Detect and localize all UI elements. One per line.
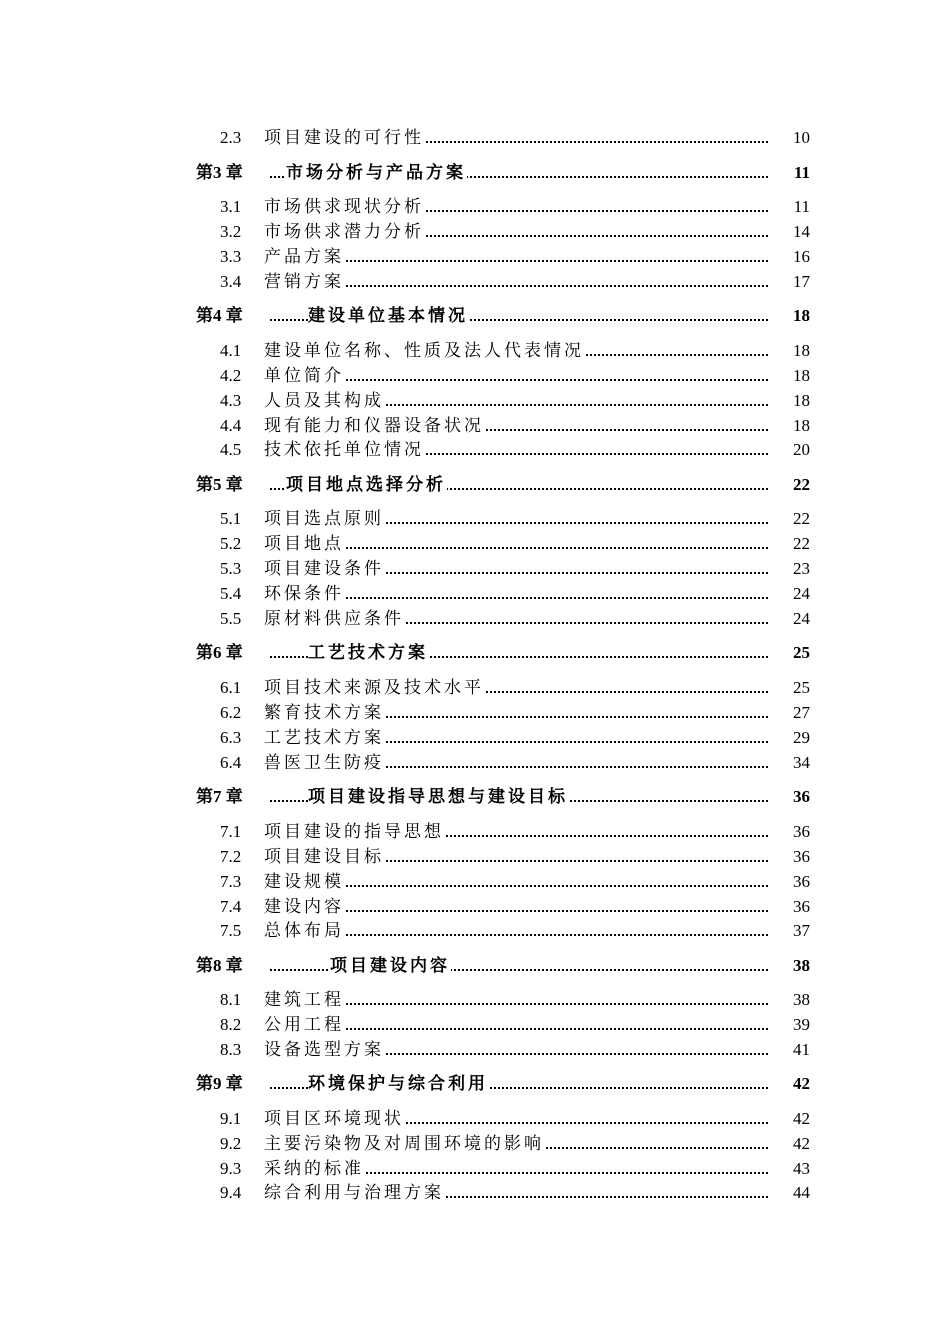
toc-section-entry[interactable] <box>0 195 950 219</box>
toc-section-entry[interactable] <box>0 870 950 894</box>
toc-entry-title: 总体布局 <box>264 919 345 943</box>
toc-section-entry[interactable] <box>0 1013 950 1037</box>
toc-section-entry[interactable] <box>0 1132 950 1156</box>
toc-entry-number: 6.3 <box>220 728 242 747</box>
toc-entry-title: 设备选型方案 <box>264 1038 385 1062</box>
toc-page-number: 18 <box>770 414 810 438</box>
toc-page-number: 18 <box>770 364 810 388</box>
toc-entry-title: 项目建设的可行性 <box>264 126 425 150</box>
toc-entry-number: 第9 章 <box>196 1074 243 1093</box>
toc-section-entry[interactable] <box>0 270 950 294</box>
toc-entry-number: 第4 章 <box>196 306 243 325</box>
toc-page-number: 17 <box>770 270 810 294</box>
toc-page-number: 25 <box>770 676 810 700</box>
toc-page-number: 11 <box>770 161 810 185</box>
toc-entry-title: 项目建设指导思想与建设目标 <box>308 785 569 809</box>
toc-entry-title: 项目建设条件 <box>264 557 385 581</box>
toc-page-number: 14 <box>770 220 810 244</box>
toc-entry-number: 3.2 <box>220 222 242 241</box>
toc-entry-number: 5.2 <box>220 534 242 553</box>
toc-entry-number: 7.1 <box>220 822 242 841</box>
toc-section-entry[interactable] <box>0 676 950 700</box>
toc-entry-number: 7.4 <box>220 897 242 916</box>
toc-section-entry[interactable] <box>0 507 950 531</box>
toc-entry-number: 4.3 <box>220 391 242 410</box>
toc-entry-number: 8.3 <box>220 1040 242 1059</box>
toc-section-entry[interactable] <box>0 364 950 388</box>
toc-entry-title: 市场供求现状分析 <box>264 195 425 219</box>
toc-section-entry[interactable] <box>0 245 950 269</box>
toc-section-entry[interactable] <box>0 607 950 631</box>
toc-section-entry[interactable] <box>0 438 950 462</box>
toc-page-number: 37 <box>770 919 810 943</box>
toc-entry-title: 建筑工程 <box>264 988 345 1012</box>
toc-section-entry[interactable] <box>0 820 950 844</box>
toc-entry-title: 环保条件 <box>264 582 345 606</box>
toc-entry-title: 公用工程 <box>264 1013 345 1037</box>
toc-section-entry[interactable] <box>0 845 950 869</box>
toc-entry-number: 4.1 <box>220 341 242 360</box>
toc-entry-number: 5.3 <box>220 559 242 578</box>
toc-entry-number: 4.5 <box>220 440 242 459</box>
toc-entry-number: 7.2 <box>220 847 242 866</box>
toc-entry-title: 工艺技术方案 <box>308 641 429 665</box>
toc-entry-number: 9.2 <box>220 1134 242 1153</box>
toc-page-number: 38 <box>770 988 810 1012</box>
toc-entry-title: 采纳的标准 <box>264 1157 365 1181</box>
toc-entry-number: 4.2 <box>220 366 242 385</box>
toc-chapter-entry[interactable] <box>0 785 950 809</box>
toc-entry-title: 项目地点选择分析 <box>286 473 447 497</box>
toc-entry-number: 3.1 <box>220 197 242 216</box>
toc-entry-number: 5.5 <box>220 609 242 628</box>
toc-entry-number: 7.5 <box>220 921 242 940</box>
toc-chapter-entry[interactable] <box>0 641 950 665</box>
toc-section-entry[interactable] <box>0 1181 950 1205</box>
toc-section-entry[interactable] <box>0 582 950 606</box>
toc-entry-number: 第3 章 <box>196 163 243 182</box>
toc-entry-title: 环境保护与综合利用 <box>308 1072 489 1096</box>
toc-entry-title: 技术依托单位情况 <box>264 438 425 462</box>
toc-entry-number: 8.1 <box>220 990 242 1009</box>
toc-section-entry[interactable] <box>0 726 950 750</box>
toc-section-entry[interactable] <box>0 1157 950 1181</box>
toc-page-number: 42 <box>770 1132 810 1156</box>
toc-entry-title: 项目地点 <box>264 532 345 556</box>
toc-entry-title: 现有能力和仪器设备状况 <box>264 414 485 438</box>
toc-page-number: 36 <box>770 895 810 919</box>
toc-entry-number: 5.4 <box>220 584 242 603</box>
toc-section-entry[interactable] <box>0 895 950 919</box>
toc-entry-title: 建设规模 <box>264 870 345 894</box>
toc-entry-number: 9.1 <box>220 1109 242 1128</box>
toc-page-number: 41 <box>770 1038 810 1062</box>
toc-chapter-entry[interactable] <box>0 954 950 978</box>
toc-page-number: 20 <box>770 438 810 462</box>
toc-page-number: 36 <box>770 870 810 894</box>
toc-entry-title: 项目建设内容 <box>330 954 451 978</box>
toc-section-entry[interactable] <box>0 414 950 438</box>
toc-entry-title: 主要污染物及对周围环境的影响 <box>264 1132 545 1156</box>
toc-entry-number: 9.4 <box>220 1183 242 1202</box>
toc-entry-number: 5.1 <box>220 509 242 528</box>
toc-page-number: 42 <box>770 1107 810 1131</box>
toc-section-entry[interactable] <box>0 126 950 150</box>
toc-entry-number: 2.3 <box>220 128 242 147</box>
toc-entry-number: 第6 章 <box>196 643 243 662</box>
toc-section-entry[interactable] <box>0 339 950 363</box>
toc-entry-number: 6.4 <box>220 753 242 772</box>
toc-page-number: 18 <box>770 339 810 363</box>
toc-entry-title: 繁育技术方案 <box>264 701 385 725</box>
toc-section-entry[interactable] <box>0 1038 950 1062</box>
toc-page-number: 44 <box>770 1181 810 1205</box>
toc-page-number: 22 <box>770 532 810 556</box>
toc-page-number: 39 <box>770 1013 810 1037</box>
toc-entry-title: 项目区环境现状 <box>264 1107 405 1131</box>
toc-page-number: 22 <box>770 507 810 531</box>
toc-page-number: 36 <box>770 785 810 809</box>
toc-entry-number: 第8 章 <box>196 956 243 975</box>
toc-page-number: 29 <box>770 726 810 750</box>
toc-entry-title: 综合利用与治理方案 <box>264 1181 445 1205</box>
toc-entry-title: 项目技术来源及技术水平 <box>264 676 485 700</box>
toc-page-number: 16 <box>770 245 810 269</box>
toc-section-entry[interactable] <box>0 532 950 556</box>
toc-entry-title: 兽医卫生防疫 <box>264 751 385 775</box>
toc-entry-title: 原材料供应条件 <box>264 607 405 631</box>
toc-page-number: 11 <box>770 195 810 219</box>
toc-page-number: 36 <box>770 820 810 844</box>
toc-entry-title: 项目建设的指导思想 <box>264 820 445 844</box>
toc-entry-number: 8.2 <box>220 1015 242 1034</box>
toc-chapter-entry[interactable] <box>0 1072 950 1096</box>
toc-entry-number: 6.1 <box>220 678 242 697</box>
toc-page-number: 38 <box>770 954 810 978</box>
toc-section-entry[interactable] <box>0 389 950 413</box>
toc-entry-title: 项目选点原则 <box>264 507 385 531</box>
toc-chapter-entry[interactable] <box>0 161 950 185</box>
toc-chapter-entry[interactable] <box>0 304 950 328</box>
toc-page-number: 34 <box>770 751 810 775</box>
toc-section-entry[interactable] <box>0 919 950 943</box>
toc-page-number: 23 <box>770 557 810 581</box>
toc-entry-number: 6.2 <box>220 703 242 722</box>
toc-entry-title: 营销方案 <box>264 270 345 294</box>
toc-entry-number: 第7 章 <box>196 787 243 806</box>
toc-section-entry[interactable] <box>0 701 950 725</box>
toc-page-number: 24 <box>770 582 810 606</box>
toc-entry-title: 工艺技术方案 <box>264 726 385 750</box>
toc-entry-title: 产品方案 <box>264 245 345 269</box>
toc-entry-title: 项目建设目标 <box>264 845 385 869</box>
toc-page-number: 10 <box>770 126 810 150</box>
toc-chapter-entry[interactable] <box>0 473 950 497</box>
toc-page-number: 43 <box>770 1157 810 1181</box>
toc-section-entry[interactable] <box>0 220 950 244</box>
toc-entry-title: 市场分析与产品方案 <box>286 161 467 185</box>
toc-entry-number: 4.4 <box>220 416 242 435</box>
toc-page-number: 22 <box>770 473 810 497</box>
toc-page-number: 18 <box>770 304 810 328</box>
toc-page-number: 18 <box>770 389 810 413</box>
toc-entry-number: 3.3 <box>220 247 242 266</box>
toc-entry-number: 第5 章 <box>196 475 243 494</box>
toc-entry-number: 7.3 <box>220 872 242 891</box>
toc-entry-title: 建设内容 <box>264 895 345 919</box>
toc-page-number: 36 <box>770 845 810 869</box>
toc-entry-title: 市场供求潜力分析 <box>264 220 425 244</box>
toc-section-entry[interactable] <box>0 557 950 581</box>
toc-page-number: 27 <box>770 701 810 725</box>
toc-page-number: 42 <box>770 1072 810 1096</box>
toc-entry-title: 单位简介 <box>264 364 345 388</box>
toc-entry-title: 建设单位名称、性质及法人代表情况 <box>264 339 585 363</box>
toc-section-entry[interactable] <box>0 988 950 1012</box>
toc-section-entry[interactable] <box>0 1107 950 1131</box>
toc-entry-number: 9.3 <box>220 1159 242 1178</box>
toc-page-number: 25 <box>770 641 810 665</box>
toc-page-number: 24 <box>770 607 810 631</box>
toc-section-entry[interactable] <box>0 751 950 775</box>
toc-entry-title: 人员及其构成 <box>264 389 385 413</box>
toc-entry-title: 建设单位基本情况 <box>308 304 469 328</box>
toc-entry-number: 3.4 <box>220 272 242 291</box>
